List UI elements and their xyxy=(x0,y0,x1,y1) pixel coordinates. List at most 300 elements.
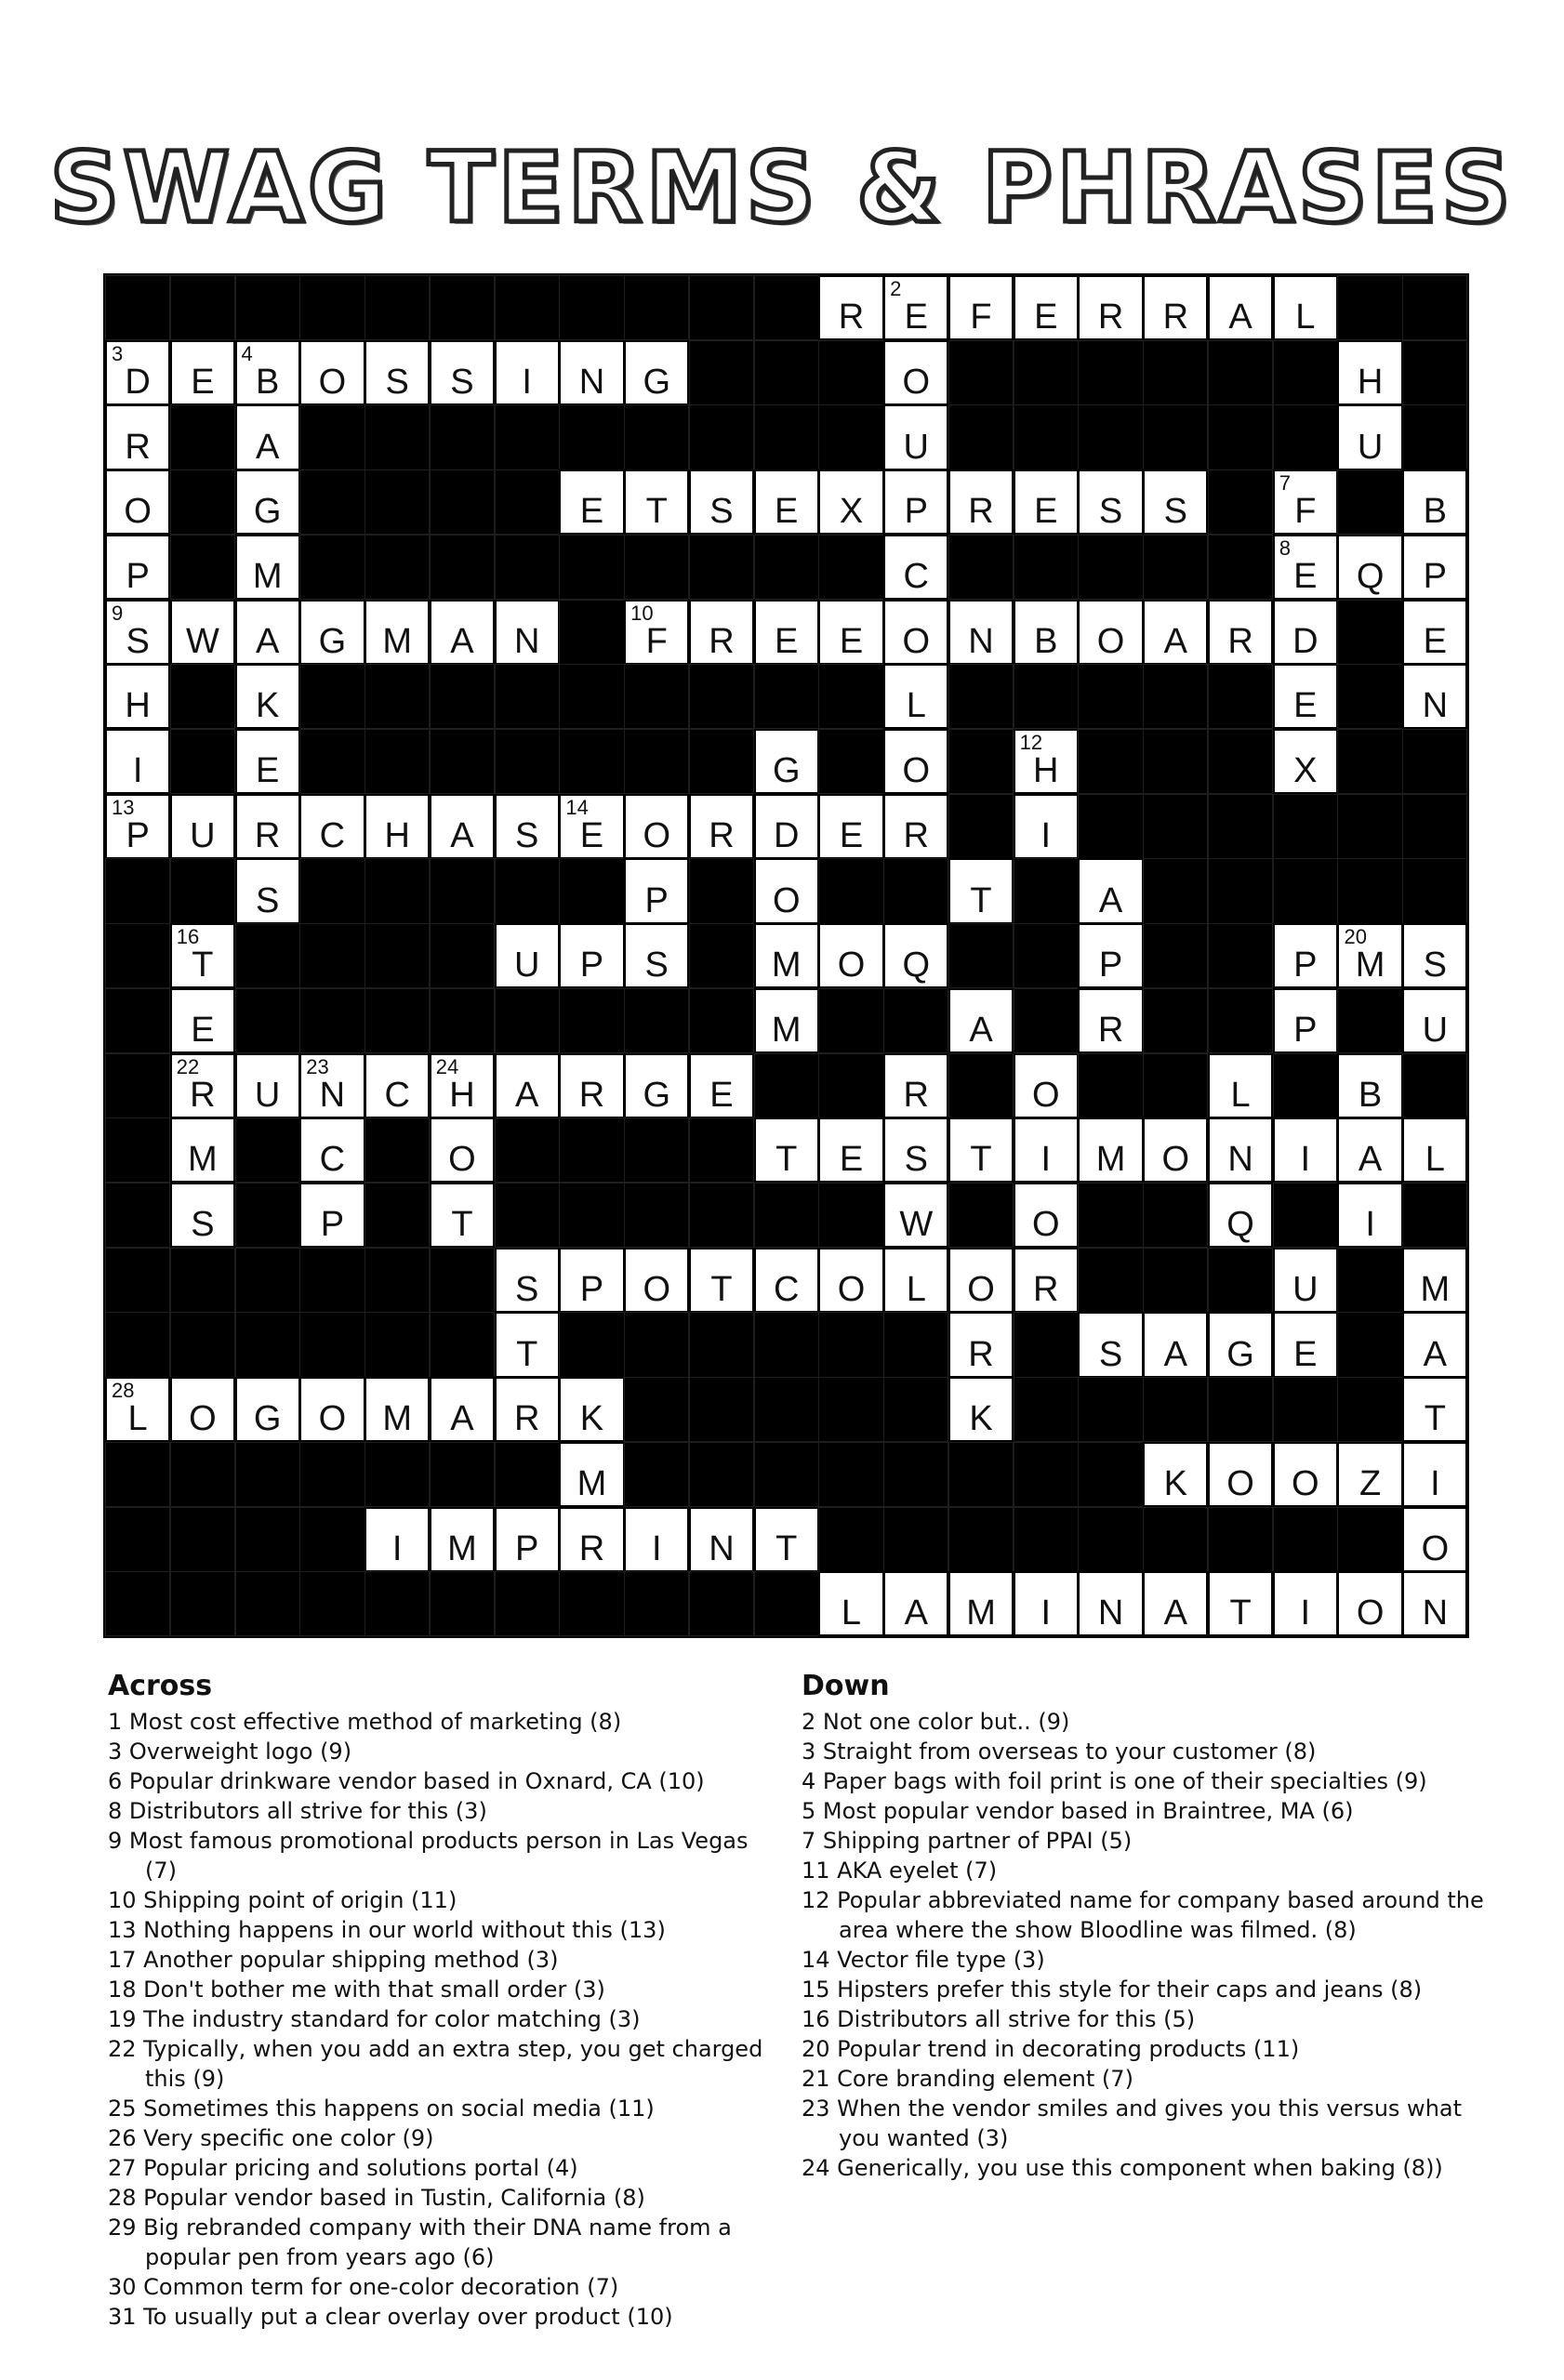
grid-cell[interactable] xyxy=(1078,988,1143,1053)
cell-letter: H xyxy=(1357,362,1384,402)
grid-cell[interactable] xyxy=(1078,1117,1143,1183)
grid-block xyxy=(1143,535,1208,600)
grid-cell[interactable] xyxy=(1337,340,1402,405)
grid-cell[interactable] xyxy=(105,340,170,405)
grid-cell[interactable] xyxy=(1273,1117,1338,1183)
grid-cell[interactable] xyxy=(818,469,883,535)
grid-cell[interactable] xyxy=(495,794,560,859)
grid-cell[interactable] xyxy=(1143,469,1208,535)
grid-block xyxy=(430,858,495,923)
grid-cell[interactable] xyxy=(1143,1442,1208,1507)
grid-cell[interactable] xyxy=(883,340,948,405)
grid-cell[interactable] xyxy=(1402,1442,1467,1507)
grid-block xyxy=(624,664,689,729)
grid-cell[interactable] xyxy=(1078,858,1143,923)
grid-cell[interactable] xyxy=(495,1377,560,1442)
down-clue: 12 Popular abbreviated name for company based around the area where the show Bloodline was filmed. (8) xyxy=(802,1887,1484,1943)
grid-cell[interactable] xyxy=(559,1507,624,1572)
grid-cell[interactable] xyxy=(883,275,948,340)
grid-cell[interactable] xyxy=(495,923,560,988)
grid-cell[interactable] xyxy=(1208,275,1273,340)
grid-cell[interactable] xyxy=(1337,404,1402,469)
cell-letter: R xyxy=(709,815,735,855)
grid-block xyxy=(1337,729,1402,794)
cell-letter: T xyxy=(1229,1593,1252,1633)
grid-cell[interactable] xyxy=(948,1117,1014,1183)
grid-cell[interactable] xyxy=(299,600,364,665)
grid-cell[interactable] xyxy=(883,469,948,535)
grid-cell[interactable] xyxy=(948,1248,1014,1313)
grid-cell[interactable] xyxy=(1273,600,1338,665)
grid-cell[interactable] xyxy=(364,600,430,665)
grid-block xyxy=(299,1312,364,1377)
grid-cell[interactable] xyxy=(105,404,170,469)
grid-cell[interactable] xyxy=(170,1377,235,1442)
grid-block xyxy=(1143,858,1208,923)
grid-cell[interactable] xyxy=(170,600,235,665)
grid-cell[interactable] xyxy=(689,600,754,665)
grid-cell[interactable] xyxy=(430,1183,495,1248)
grid-cell[interactable] xyxy=(1402,988,1467,1053)
grid-block xyxy=(495,1183,560,1248)
grid-cell[interactable] xyxy=(235,794,300,859)
cell-letter: O xyxy=(189,1399,217,1439)
grid-block xyxy=(1014,404,1079,469)
grid-cell[interactable] xyxy=(1078,1312,1143,1377)
grid-cell[interactable] xyxy=(1337,923,1402,988)
grid-block xyxy=(1208,664,1273,729)
grid-cell[interactable] xyxy=(1143,1312,1208,1377)
grid-cell[interactable] xyxy=(1337,1183,1402,1248)
grid-block xyxy=(689,535,754,600)
grid-cell[interactable] xyxy=(948,275,1014,340)
cell-letter: L xyxy=(906,1269,926,1309)
grid-block xyxy=(235,988,300,1053)
grid-cell[interactable] xyxy=(170,923,235,988)
grid-block xyxy=(1143,1507,1208,1572)
grid-block xyxy=(430,404,495,469)
grid-cell[interactable] xyxy=(559,1053,624,1118)
grid-cell[interactable] xyxy=(624,1507,689,1572)
grid-cell[interactable] xyxy=(559,1377,624,1442)
grid-cell[interactable] xyxy=(1402,1377,1467,1442)
grid-cell[interactable] xyxy=(1273,275,1338,340)
grid-block xyxy=(430,275,495,340)
grid-block xyxy=(818,340,883,405)
grid-cell[interactable] xyxy=(1402,469,1467,535)
grid-cell[interactable] xyxy=(105,469,170,535)
grid-cell[interactable] xyxy=(1014,1571,1079,1636)
grid-cell[interactable] xyxy=(689,1507,754,1572)
cell-letter: A xyxy=(450,1399,474,1439)
cell-letter: S xyxy=(644,945,669,985)
cell-letter: C xyxy=(319,815,346,855)
grid-block xyxy=(495,988,560,1053)
grid-block xyxy=(948,1183,1014,1248)
grid-block xyxy=(364,729,430,794)
grid-cell[interactable] xyxy=(235,535,300,600)
grid-block xyxy=(818,858,883,923)
grid-cell[interactable] xyxy=(235,664,300,729)
grid-cell[interactable] xyxy=(430,600,495,665)
grid-cell[interactable] xyxy=(948,469,1014,535)
grid-cell[interactable] xyxy=(1273,1442,1338,1507)
grid-cell[interactable] xyxy=(1014,275,1079,340)
cell-letter: M xyxy=(1420,1269,1451,1309)
grid-cell[interactable] xyxy=(105,729,170,794)
grid-cell[interactable] xyxy=(559,923,624,988)
cell-letter: K xyxy=(1163,1464,1187,1504)
grid-block xyxy=(170,1248,235,1313)
cell-letter: A xyxy=(450,815,474,855)
grid-cell[interactable] xyxy=(883,923,948,988)
grid-cell[interactable] xyxy=(1208,600,1273,665)
grid-cell[interactable] xyxy=(948,988,1014,1053)
grid-block xyxy=(624,988,689,1053)
grid-cell[interactable] xyxy=(689,469,754,535)
grid-cell[interactable] xyxy=(559,1248,624,1313)
grid-block xyxy=(430,535,495,600)
grid-block xyxy=(1273,1183,1338,1248)
grid-cell[interactable] xyxy=(689,1053,754,1118)
grid-cell[interactable] xyxy=(754,794,819,859)
across-clue-list xyxy=(108,1707,777,2332)
grid-cell[interactable] xyxy=(364,1053,430,1118)
grid-cell[interactable] xyxy=(364,340,430,405)
cell-letter: K xyxy=(969,1399,993,1439)
grid-cell[interactable] xyxy=(1078,1571,1143,1636)
across-clue: 27 Popular pricing and solutions portal (4) xyxy=(108,2155,578,2181)
cell-letter: G xyxy=(318,621,347,661)
grid-cell[interactable] xyxy=(1143,1571,1208,1636)
grid-cell[interactable] xyxy=(1337,1117,1402,1183)
grid-cell[interactable] xyxy=(105,1377,170,1442)
grid-cell[interactable] xyxy=(624,1053,689,1118)
grid-cell[interactable] xyxy=(818,275,883,340)
down-heading: Down xyxy=(802,1670,890,1702)
grid-block xyxy=(1337,1377,1402,1442)
cell-letter: R xyxy=(709,621,735,661)
cell-letter: R xyxy=(125,427,151,467)
grid-cell[interactable] xyxy=(1273,923,1338,988)
grid-cell[interactable] xyxy=(105,794,170,859)
grid-cell[interactable] xyxy=(299,1377,364,1442)
grid-cell[interactable] xyxy=(883,729,948,794)
grid-cell[interactable] xyxy=(170,1053,235,1118)
grid-cell[interactable] xyxy=(624,923,689,988)
grid-cell[interactable] xyxy=(105,535,170,600)
grid-cell[interactable] xyxy=(559,794,624,859)
grid-block xyxy=(1208,858,1273,923)
cell-letter: E xyxy=(839,1140,864,1180)
grid-block xyxy=(364,469,430,535)
grid-cell[interactable] xyxy=(883,1053,948,1118)
grid-cell[interactable] xyxy=(1273,1312,1338,1377)
grid-block xyxy=(235,1571,300,1636)
grid-cell[interactable] xyxy=(364,1377,430,1442)
grid-cell[interactable] xyxy=(948,1571,1014,1636)
grid-cell[interactable] xyxy=(430,1377,495,1442)
grid-cell[interactable] xyxy=(495,1248,560,1313)
cell-letter: O xyxy=(1226,1464,1254,1504)
cell-letter: O xyxy=(643,815,670,855)
grid-cell[interactable] xyxy=(299,340,364,405)
grid-cell[interactable] xyxy=(1273,729,1338,794)
grid-cell[interactable] xyxy=(818,923,883,988)
cell-letter: D xyxy=(1292,621,1319,661)
grid-cell[interactable] xyxy=(754,1248,819,1313)
grid-cell[interactable] xyxy=(1273,988,1338,1053)
grid-block xyxy=(1273,404,1338,469)
grid-cell[interactable] xyxy=(430,1507,495,1572)
down-clue: 4 Paper bags with foil print is one of their specialties (9) xyxy=(802,1768,1427,1794)
grid-block xyxy=(689,1571,754,1636)
grid-cell[interactable] xyxy=(235,469,300,535)
cell-letter: S xyxy=(515,815,539,855)
grid-cell[interactable] xyxy=(170,794,235,859)
grid-block xyxy=(754,1377,819,1442)
grid-cell[interactable] xyxy=(883,1183,948,1248)
cell-letter: O xyxy=(318,1399,347,1439)
grid-cell[interactable] xyxy=(235,340,300,405)
cell-letter: O xyxy=(1032,1075,1060,1115)
grid-cell[interactable] xyxy=(1208,1117,1273,1183)
grid-cell[interactable] xyxy=(754,923,819,988)
cell-letter: U xyxy=(1357,427,1384,467)
grid-block xyxy=(1402,1053,1467,1118)
grid-cell[interactable] xyxy=(624,340,689,405)
grid-cell[interactable] xyxy=(364,1507,430,1572)
grid-block xyxy=(948,794,1014,859)
grid-block xyxy=(1337,988,1402,1053)
grid-cell[interactable] xyxy=(495,1312,560,1377)
clue-number: 8 xyxy=(1279,536,1291,560)
grid-cell[interactable] xyxy=(689,1248,754,1313)
grid-cell[interactable] xyxy=(170,1117,235,1183)
grid-cell[interactable] xyxy=(883,600,948,665)
grid-cell[interactable] xyxy=(624,469,689,535)
grid-cell[interactable] xyxy=(1402,535,1467,600)
cell-letter: S xyxy=(450,362,474,402)
grid-cell[interactable] xyxy=(1014,1053,1079,1118)
grid-cell[interactable] xyxy=(1014,600,1079,665)
grid-cell[interactable] xyxy=(1273,1571,1338,1636)
grid-block xyxy=(1208,729,1273,794)
grid-cell[interactable] xyxy=(1402,1312,1467,1377)
grid-cell[interactable] xyxy=(1208,1571,1273,1636)
grid-cell[interactable] xyxy=(883,1248,948,1313)
grid-cell[interactable] xyxy=(1014,1248,1079,1313)
grid-cell[interactable] xyxy=(430,1053,495,1118)
grid-cell[interactable] xyxy=(1208,1183,1273,1248)
grid-cell[interactable] xyxy=(624,600,689,665)
grid-cell[interactable] xyxy=(1402,1507,1467,1572)
grid-cell[interactable] xyxy=(495,1053,560,1118)
grid-cell[interactable] xyxy=(105,600,170,665)
grid-cell[interactable] xyxy=(1402,1117,1467,1183)
grid-cell[interactable] xyxy=(883,664,948,729)
cell-letter: I xyxy=(132,751,143,791)
grid-cell[interactable] xyxy=(754,600,819,665)
grid-cell[interactable] xyxy=(689,794,754,859)
grid-cell[interactable] xyxy=(883,1117,948,1183)
grid-cell[interactable] xyxy=(1014,1183,1079,1248)
grid-block xyxy=(1402,794,1467,859)
grid-cell[interactable] xyxy=(1014,794,1079,859)
grid-cell[interactable] xyxy=(1337,1571,1402,1636)
cell-letter: I xyxy=(1300,1140,1311,1180)
grid-cell[interactable] xyxy=(948,600,1014,665)
grid-block xyxy=(495,729,560,794)
grid-cell[interactable] xyxy=(299,794,364,859)
grid-cell[interactable] xyxy=(170,340,235,405)
grid-cell[interactable] xyxy=(1078,469,1143,535)
grid-cell[interactable] xyxy=(948,858,1014,923)
grid-cell[interactable] xyxy=(754,858,819,923)
cell-letter: E xyxy=(839,621,864,661)
grid-cell[interactable] xyxy=(430,340,495,405)
grid-cell[interactable] xyxy=(235,404,300,469)
cell-letter: G xyxy=(772,751,801,791)
grid-cell[interactable] xyxy=(299,1053,364,1118)
grid-cell[interactable] xyxy=(624,1248,689,1313)
grid-cell[interactable] xyxy=(1273,469,1338,535)
grid-block xyxy=(689,340,754,405)
grid-cell[interactable] xyxy=(1143,275,1208,340)
grid-cell[interactable] xyxy=(754,469,819,535)
cell-letter: X xyxy=(839,492,864,532)
grid-cell[interactable] xyxy=(948,1377,1014,1442)
grid-block xyxy=(495,1117,560,1183)
grid-cell[interactable] xyxy=(105,664,170,729)
grid-cell[interactable] xyxy=(1273,535,1338,600)
grid-cell[interactable] xyxy=(1014,1117,1079,1183)
grid-cell[interactable] xyxy=(299,1183,364,1248)
grid-cell[interactable] xyxy=(1078,275,1143,340)
grid-cell[interactable] xyxy=(430,794,495,859)
grid-cell[interactable] xyxy=(495,340,560,405)
clue-number: 9 xyxy=(112,601,124,625)
grid-block xyxy=(1014,1377,1079,1442)
grid-block xyxy=(624,1442,689,1507)
across-clue: 22 Typically, when you add an extra step, you get charged this (9) xyxy=(108,2036,763,2092)
grid-cell[interactable] xyxy=(1208,1312,1273,1377)
grid-cell[interactable] xyxy=(235,1053,300,1118)
clue-number: 14 xyxy=(565,795,589,819)
grid-cell[interactable] xyxy=(1208,1053,1273,1118)
grid-block xyxy=(1337,600,1402,665)
grid-cell[interactable] xyxy=(1337,1053,1402,1118)
grid-cell[interactable] xyxy=(1402,600,1467,665)
across-clue: 17 Another popular shipping method (3) xyxy=(108,1947,559,1973)
grid-cell[interactable] xyxy=(1273,1248,1338,1313)
grid-cell[interactable] xyxy=(1143,1117,1208,1183)
grid-cell[interactable] xyxy=(559,340,624,405)
cell-letter: R xyxy=(1097,298,1124,337)
cell-letter: T xyxy=(970,880,992,920)
grid-cell[interactable] xyxy=(1208,1442,1273,1507)
grid-block xyxy=(105,1312,170,1377)
grid-cell[interactable] xyxy=(430,1117,495,1183)
grid-cell[interactable] xyxy=(1402,664,1467,729)
grid-block xyxy=(299,729,364,794)
grid-cell[interactable] xyxy=(559,1442,624,1507)
down-clue: 7 Shipping partner of PPAI (5) xyxy=(802,1828,1133,1854)
grid-block xyxy=(235,275,300,340)
down-clue-list xyxy=(802,1707,1490,2183)
grid-block xyxy=(105,1053,170,1118)
grid-cell[interactable] xyxy=(818,1248,883,1313)
grid-cell[interactable] xyxy=(883,1571,948,1636)
grid-cell[interactable] xyxy=(559,469,624,535)
grid-cell[interactable] xyxy=(1014,729,1079,794)
grid-cell[interactable] xyxy=(170,988,235,1053)
cell-letter: A xyxy=(515,1075,539,1115)
grid-cell[interactable] xyxy=(1078,923,1143,988)
grid-block xyxy=(754,1053,819,1118)
grid-cell[interactable] xyxy=(235,729,300,794)
grid-cell[interactable] xyxy=(235,600,300,665)
grid-cell[interactable] xyxy=(235,858,300,923)
grid-cell[interactable] xyxy=(754,988,819,1053)
grid-cell[interactable] xyxy=(754,1507,819,1572)
grid-cell[interactable] xyxy=(818,1117,883,1183)
grid-cell[interactable] xyxy=(883,794,948,859)
grid-cell[interactable] xyxy=(883,404,948,469)
grid-cell[interactable] xyxy=(1402,1571,1467,1636)
page-title: SWAG TERMS & PHRASES xyxy=(49,131,1515,245)
cell-letter: E xyxy=(775,492,799,532)
cell-letter: P xyxy=(1293,1011,1318,1051)
grid-block xyxy=(1402,1183,1467,1248)
grid-cell[interactable] xyxy=(299,1117,364,1183)
grid-block xyxy=(235,1183,300,1248)
grid-cell[interactable] xyxy=(754,1117,819,1183)
grid-cell[interactable] xyxy=(624,794,689,859)
grid-cell[interactable] xyxy=(818,600,883,665)
grid-cell[interactable] xyxy=(818,1571,883,1636)
grid-cell[interactable] xyxy=(1402,923,1467,988)
cell-letter: B xyxy=(1034,621,1058,661)
grid-cell[interactable] xyxy=(1014,469,1079,535)
grid-block xyxy=(1208,340,1273,405)
grid-cell[interactable] xyxy=(495,600,560,665)
clue-number: 23 xyxy=(306,1054,329,1078)
cell-letter: L xyxy=(127,1399,148,1439)
grid-cell[interactable] xyxy=(1143,600,1208,665)
grid-block xyxy=(624,729,689,794)
grid-block xyxy=(430,1571,495,1636)
grid-block xyxy=(105,1183,170,1248)
grid-block xyxy=(170,404,235,469)
grid-cell[interactable] xyxy=(883,535,948,600)
grid-cell[interactable] xyxy=(1337,1442,1402,1507)
cell-letter: G xyxy=(1226,1334,1254,1374)
grid-cell[interactable] xyxy=(364,794,430,859)
grid-cell[interactable] xyxy=(495,1507,560,1572)
grid-block xyxy=(818,1377,883,1442)
grid-cell[interactable] xyxy=(754,729,819,794)
grid-cell[interactable] xyxy=(235,1377,300,1442)
grid-cell[interactable] xyxy=(1273,664,1338,729)
grid-cell[interactable] xyxy=(170,1183,235,1248)
grid-cell[interactable] xyxy=(624,858,689,923)
grid-cell[interactable] xyxy=(1078,600,1143,665)
grid-cell[interactable] xyxy=(1402,1248,1467,1313)
grid-cell[interactable] xyxy=(818,794,883,859)
grid-cell[interactable] xyxy=(1337,535,1402,600)
grid-cell[interactable] xyxy=(948,1312,1014,1377)
